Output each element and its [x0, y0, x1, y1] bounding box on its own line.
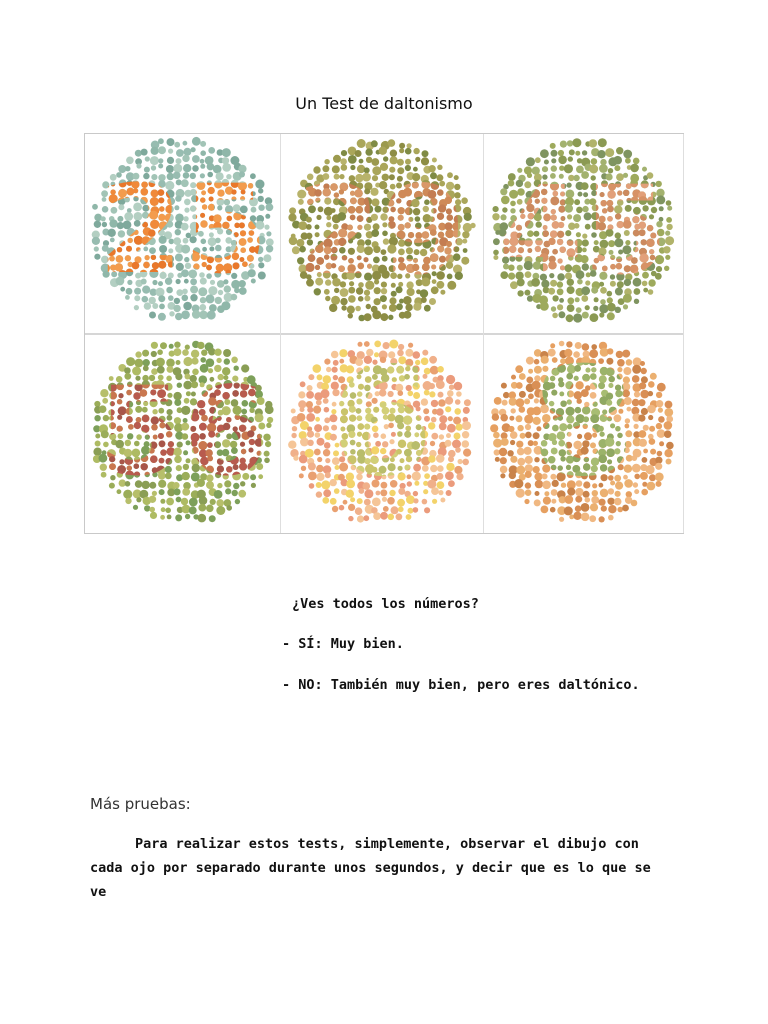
plate-6	[488, 337, 678, 527]
answer-no: - NO: También muy bien, pero eres daltónico.	[282, 677, 640, 693]
page-title: Un Test de daltonismo	[295, 94, 473, 113]
more-tests-heading: Más pruebas:	[90, 795, 191, 813]
plate-2	[286, 136, 476, 326]
plate-4	[88, 337, 278, 527]
divider	[683, 134, 684, 533]
plates-graphic	[85, 134, 683, 533]
color-plates-image	[84, 133, 684, 534]
instructions-paragraph: Para realizar estos tests, simplemente, observar el dibujo con cada ojo por separado durante unos segundos, y decir que es lo que se ve	[90, 836, 651, 900]
question-text: ¿Ves todos los números?	[292, 596, 479, 612]
plate-1	[88, 135, 278, 325]
answer-yes: - SÍ: Muy bien.	[282, 636, 404, 652]
plate-5	[286, 337, 476, 527]
plate-3	[488, 136, 678, 326]
